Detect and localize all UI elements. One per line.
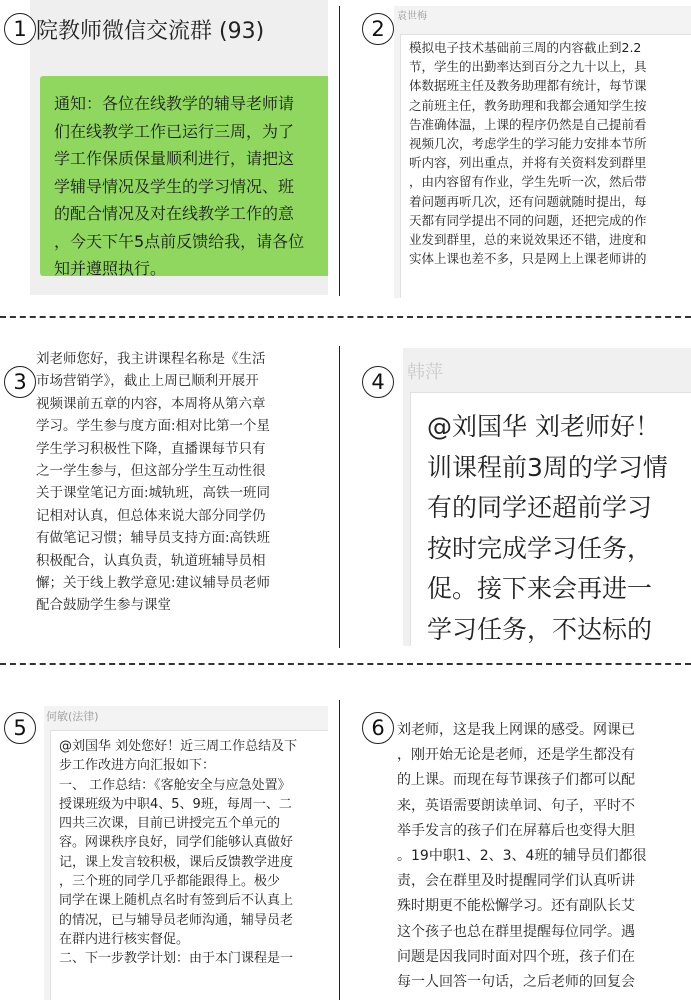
marker-4: 4 (362, 366, 394, 398)
message-bubble[interactable] (410, 392, 691, 646)
message-line: 市场营销学》，截止上周已顺利开展开 (36, 373, 259, 390)
message-line: 来，英语需要朗读单词、句子，平时不 (397, 797, 635, 814)
message-line: 容。网课秩序良好，同学们能够认真做好 (59, 835, 294, 851)
horizontal-divider (0, 316, 691, 318)
vertical-divider (339, 346, 340, 648)
sender-name: 何敏(法律) (46, 710, 99, 723)
message-line: 责，会在群里及时提醒同学们认真听讲 (397, 873, 635, 890)
message-bubble[interactable] (400, 34, 691, 298)
message-line: @刘国华 刘处您好！近三周工作总结及下 (59, 739, 298, 754)
message-line: 之前班主任，教务助理和我都会通知学生按 (409, 97, 647, 113)
panel-1-group-chat (30, 0, 328, 295)
message-line: 的情况，已与辅导员老师沟通，辅导员老 (59, 912, 294, 928)
message-line: 节，学生的出勤率达到百分之九十以上，具 (409, 59, 647, 75)
message-line: 的上课。而现在每节课孩子们都可以配 (397, 772, 635, 789)
message-line: 配合鼓励学生参与课堂 (36, 597, 171, 614)
message-line: 。19中职1、2、3、4班的辅导员们都很 (397, 848, 647, 865)
message-line: 记，课上发言较积极，课后反馈教学进度 (59, 854, 294, 870)
message-line: 举手发言的孩子们在屏幕后也变得大胆 (397, 822, 635, 839)
marker-5: 5 (4, 712, 36, 744)
vertical-divider (339, 6, 340, 296)
message-line: 训课程前3周的学习情 (427, 452, 668, 482)
panel-3-chat-message (34, 348, 328, 646)
message-line: 殊时期更不能松懈学习。还有副队长艾 (397, 898, 635, 915)
message-line: 记相对认真，但总体来说大部分同学仍 (36, 507, 266, 524)
message-line: 天都有同学提出不同的问题，还把完成的作 (409, 212, 647, 228)
message-text[interactable] (397, 718, 646, 995)
panel-5-chat-message (44, 706, 328, 1000)
message-line: 刘老师您好，我主讲课程名称是《生活 (36, 351, 266, 367)
message-line: 着问题再听几次，还有问题就随时提出，每 (409, 193, 647, 209)
marker-6: 6 (362, 712, 394, 744)
message-line: 业发到群里，总的来说效果还不错，进度和 (409, 232, 647, 248)
message-line: 关于课堂笔记方面:城轨班，高铁一班同 (36, 485, 271, 502)
message-line: 们在线教学工作已运行三周，为了 (54, 121, 295, 141)
message-line: 知并遵照执行。 (54, 259, 167, 278)
message-line: 每一人回答一句话，之后老师的回复会 (397, 974, 635, 991)
message-line: 体数据班主任及教务助理都有统计，每节课 (409, 78, 647, 94)
message-line: 告准确体温，上课的程序仍然是自己提前看 (409, 116, 647, 132)
marker-3: 3 (4, 366, 36, 398)
horizontal-divider (0, 663, 691, 665)
message-line: 学习任务，不达标的 (427, 614, 653, 644)
message-line: 授课班级为中职4、5、9班，每周一、二 (59, 796, 292, 812)
message-line: 模拟电子技术基础前三周的内容截止到2.2 (409, 40, 642, 55)
message-line: @刘国华 刘老师好！ (427, 412, 660, 441)
message-line: 促。接下来会再进一 (427, 574, 653, 603)
message-line: 通知：各位在线教学的辅导老师请 (54, 94, 295, 113)
message-line: 问题是因我同时面对四个班，孩子们在 (397, 948, 635, 965)
message-line: 学生学习积极性下降，直播课每节只有 (36, 440, 266, 457)
notice-message-bubble[interactable] (40, 76, 328, 276)
message-line: 懈；关于线上教学意见:建议辅导员老师 (36, 575, 271, 592)
message-line: 积极配合，认真负责，轨道班辅导员相 (36, 552, 266, 569)
message-line: 这个孩子也总在群里提醒每位同学。遇 (397, 923, 635, 940)
message-line: 学工作保质保量顺利进行，请把这 (54, 149, 295, 168)
message-line: 学习。学生参与度方面:相对比第一个星 (36, 418, 271, 435)
marker-2: 2 (362, 13, 394, 45)
message-line: 听内容，列出重点，并将有关资料发到群里 (409, 155, 647, 171)
message-line: 的配合情况及对在线教学工作的意 (54, 204, 295, 223)
sender-name: 袁世梅 (397, 11, 427, 22)
message-line: ，三个班的同学几乎都能跟得上。极少 (59, 874, 281, 890)
message-line: ，由内容留有作业，学生先听一次，然后带 (409, 174, 647, 190)
message-line: 同学在课上随机点名时有签到后不认真上 (59, 893, 294, 909)
vertical-divider (339, 700, 340, 1000)
marker-1: 1 (4, 13, 36, 45)
sender-name: 韩萍 (407, 362, 443, 383)
message-line: ，今天下午5点前反馈给我，请各位 (54, 231, 305, 251)
message-line: 视频几次，考虑学生的学习能力安排本节所 (409, 136, 647, 152)
message-line: 视频课前五章的内容，本周将从第六章 (36, 395, 266, 412)
message-line: 步工作改进方向汇报如下： (59, 758, 216, 774)
message-line: 四共三次课，目前已讲授完五个单元的 (59, 816, 281, 832)
message-line: 一、 工作总结：《客舱安全与应急处置》 (59, 777, 291, 793)
message-line: 之一学生参与，但这部分学生互动性很 (36, 463, 266, 480)
message-bubble[interactable] (50, 730, 328, 1000)
message-line: 二、下一步教学计划：由于本门课程是一 (59, 951, 294, 967)
message-line: 有做笔记习惯；辅导员支持方面:高铁班 (36, 530, 271, 547)
message-text[interactable] (36, 348, 270, 617)
panel-2-chat-message (394, 6, 691, 298)
message-line: 在群内进行核实督促。 (59, 931, 190, 947)
message-line: 实体上课也差不多，只是网上上课老师讲的 (409, 251, 647, 267)
message-line: 学辅导情况及学生的学习情况、班 (54, 176, 295, 196)
group-title: 院教师微信交流群 (93) (36, 19, 265, 44)
panel-6-chat-message (395, 718, 691, 1000)
panel-4-chat-message (403, 348, 691, 646)
message-line: 有的同学还超前学习 (427, 493, 653, 522)
message-line: ，刚开始无论是老师，还是学生都没有 (397, 747, 635, 764)
message-line: 刘老师，这是我上网课的感受。网课已 (397, 722, 635, 738)
message-line: 按时完成学习任务， (427, 533, 653, 563)
